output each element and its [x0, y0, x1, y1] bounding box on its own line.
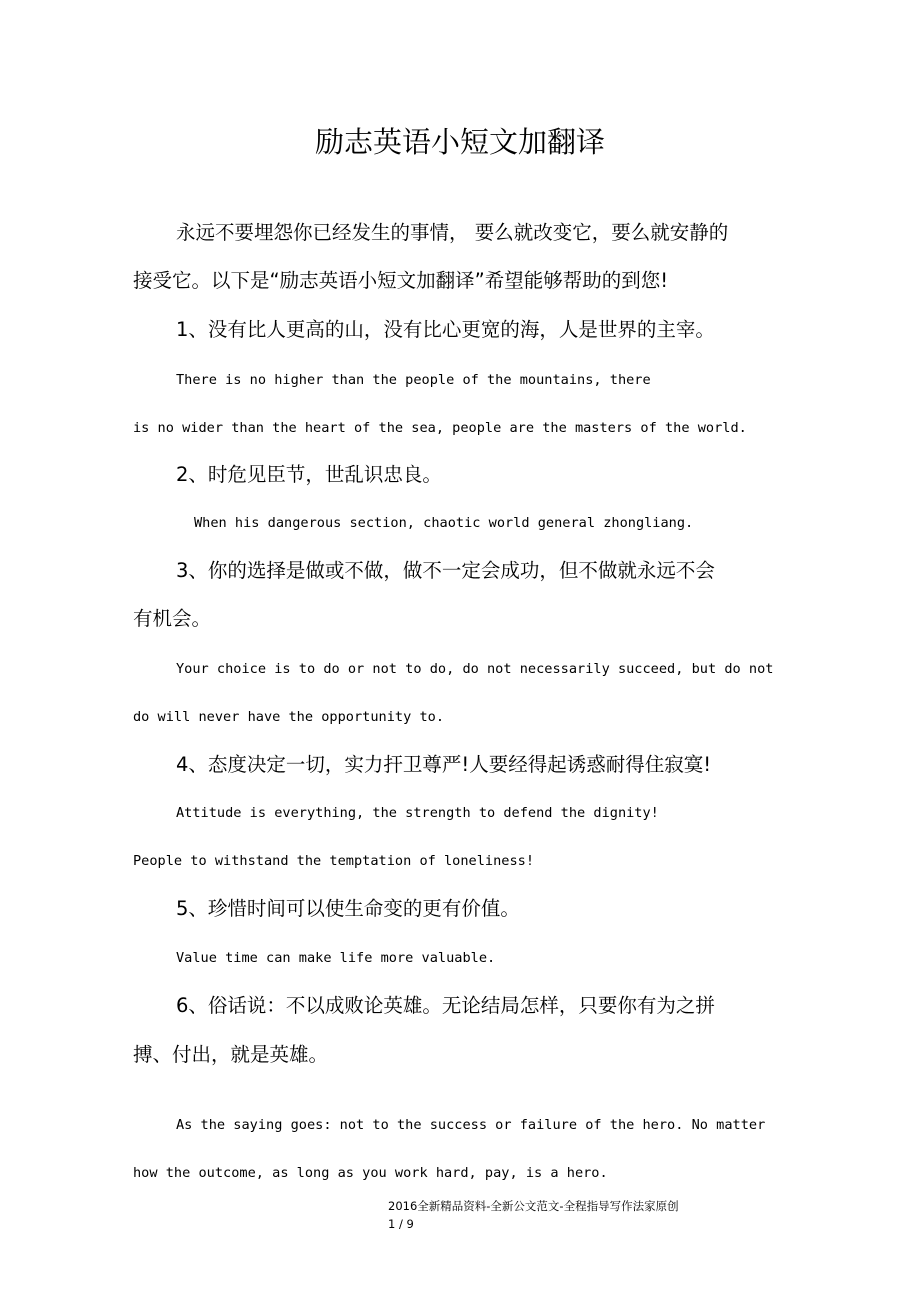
- item-2-chinese: 2、时危见臣节，世乱识忠良。: [176, 463, 442, 486]
- item-1-english-line-2: is no wider than the heart of the sea, people are the masters of the world.: [133, 420, 747, 436]
- footer-note: 2016全新精品资料-全新公文范文-全程指导写作法家原创: [388, 1199, 679, 1213]
- item-5-chinese: 5、珍惜时间可以使生命变的更有价值。: [176, 897, 520, 920]
- page-number: 1 / 9: [388, 1217, 414, 1231]
- item-6-english-line-1: As the saying goes: not to the success or failure of the hero. No matter: [176, 1117, 766, 1133]
- item-3-english-line-1: Your choice is to do or not to do, do not necessarily succeed, but do not: [176, 661, 774, 677]
- item-6-english-line-2: how the outcome, as long as you work hard, pay, is a hero.: [133, 1165, 608, 1181]
- item-3-chinese-line-2: 有机会。: [133, 607, 212, 630]
- item-4-english-line-2: People to withstand the temptation of loneliness!: [133, 853, 535, 869]
- item-6-chinese-line-1: 6、俗话说：不以成败论英雄。无论结局怎样，只要你有为之拼: [176, 994, 715, 1017]
- item-5-english: Value time can make life more valuable.: [176, 950, 496, 966]
- item-6-chinese-line-2: 搏、付出，就是英雄。: [133, 1043, 329, 1066]
- document-title: 励志英语小短文加翻译: [314, 125, 605, 159]
- item-4-chinese: 4、态度决定一切，实力扞卫尊严!人要经得起诱惑耐得住寂寞!: [176, 753, 712, 776]
- item-1-chinese: 1、没有比人更高的山，没有比心更宽的海，人是世界的主宰。: [176, 318, 715, 341]
- intro-line-2: 接受它。以下是“励志英语小短文加翻译”希望能够帮助的到您!: [133, 269, 669, 292]
- item-3-english-line-2: do will never have the opportunity to.: [133, 709, 444, 725]
- intro-line-1: 永远不要埋怨你已经发生的事情， 要么就改变它，要么就安静的: [176, 221, 729, 244]
- item-2-english: When his dangerous section, chaotic world general zhongliang.: [194, 515, 694, 531]
- item-4-english-line-1: Attitude is everything, the strength to defend the dignity!: [176, 805, 659, 821]
- item-1-english-line-1: There is no higher than the people of the mountains, there: [176, 372, 651, 388]
- item-3-chinese-line-1: 3、你的选择是做或不做，做不一定会成功，但不做就永远不会: [176, 559, 715, 582]
